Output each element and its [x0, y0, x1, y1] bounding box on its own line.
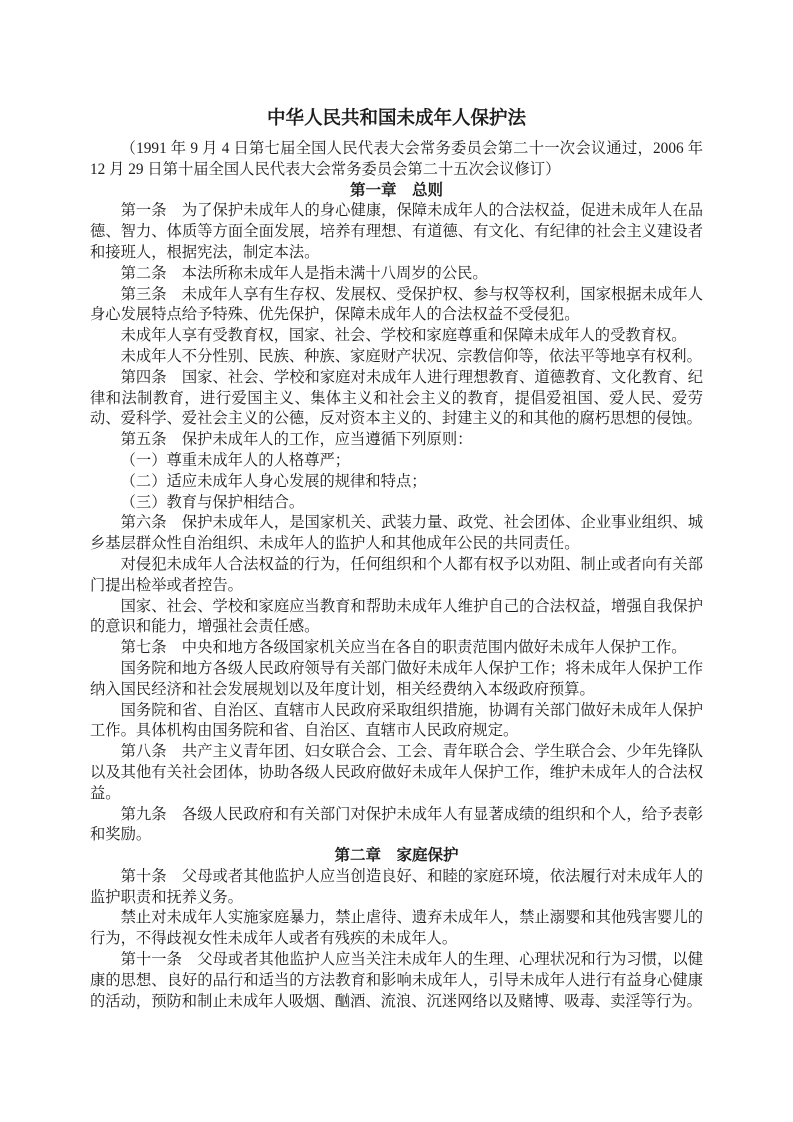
document-title: 中华人民共和国未成年人保护法: [266, 109, 526, 129]
chapter-2-heading: 第二章 家庭保护: [334, 847, 459, 865]
article-3-para-2: 未成年人享有受教育权，国家、社会、学校和家庭尊重和保障未成年人的受教育权。: [120, 327, 687, 345]
article-10-para-2: 禁止对未成年人实施家庭暴力，禁止虐待、遗弃未成年人，禁止溺婴和其他残害婴儿的行为，不得歧视女性未成年人或者有残疾的未成年人。: [90, 909, 703, 948]
article-11: 第十一条 父母或者其他监护人应当关注未成年人的生理、心理状况和行为习惯，以健康的思想、良好的品行和适当的方法教育和影响未成年人，引导未成年人进行有益身心健康的活动，预防和制止未成年人吸烟、酗酒、流浪、沉迷网络以及赌博、吸毒、卖淫等行为。: [90, 951, 703, 1010]
article-5-item-1: （一）尊重未成年人的人格尊严；: [120, 451, 351, 469]
article-5-item-2: （二）适应未成年人身心发展的规律和特点；: [120, 472, 427, 490]
article-3-para-3: 未成年人不分性别、民族、种族、家庭财产状况、宗教信仰等，依法平等地享有权利。: [120, 347, 702, 365]
article-7-para-2: 国务院和地方各级人民政府领导有关部门做好未成年人保护工作；将未成年人保护工作纳入国民经济和社会发展规划以及年度计划，相关经费纳入本级政府预算。: [90, 659, 703, 698]
article-10: 第十条 父母或者其他监护人应当创造良好、和睦的家庭环境，依法履行对未成年人的监护职责和抚养义务。: [90, 867, 703, 906]
article-2: 第二条 本法所称未成年人是指未满十八周岁的公民。: [120, 264, 488, 282]
article-5: 第五条 保护未成年人的工作，应当遵循下列原则：: [120, 431, 473, 449]
article-7-para-3: 国务院和省、自治区、直辖市人民政府采取组织措施，协调有关部门做好未成年人保护工作。具体机构由国务院和省、自治区、直辖市人民政府规定。: [90, 701, 703, 740]
chapter-1-heading: 第一章 总则: [349, 181, 443, 199]
article-6-para-3: 国家、社会、学校和家庭应当教育和帮助未成年人维护自己的合法权益，增强自我保护的意识和能力，增强社会责任感。: [90, 597, 703, 636]
article-4: 第四条 国家、社会、学校和家庭对未成年人进行理想教育、道德教育、文化教育、纪律和法制教育，进行爱国主义、集体主义和社会主义的教育，提倡爱祖国、爱人民、爱劳动、爱科学、爱社会主义的公德，反对资本主义的、封建主义的和其他的腐朽思想的侵蚀。: [90, 368, 703, 428]
article-1: 第一条 为了保护未成年人的身心健康，保障未成年人的合法权益，促进未成年人在品德、智力、体质等方面全面发展，培养有理想、有道德、有文化、有纪律的社会主义建设者和接班人，根据宪法，制定本法。: [90, 202, 703, 261]
preamble-paragraph: （1991 年 9 月 4 日第七届全国人民代表大会常务委员会第二十一次会议通过，2006 年 12 月 29 日第十届全国人民代表大会常务委员会第二十五次会议修订）: [90, 140, 703, 178]
article-5-item-3: （三）教育与保护相结合。: [120, 493, 305, 511]
article-6-para-2: 对侵犯未成年人合法权益的行为，任何组织和个人都有权予以劝阻、制止或者向有关部门提出检举或者控告。: [90, 555, 703, 594]
article-7: 第七条 中央和地方各级国家机关应当在各自的职责范围内做好未成年人保护工作。: [120, 639, 687, 657]
article-6: 第六条 保护未成年人，是国家机关、武装力量、政党、社会团体、企业事业组织、城乡基层群众性自治组织、未成年人的监护人和其他成年公民的共同责任。: [90, 514, 703, 553]
article-8: 第八条 共产主义青年团、妇女联合会、工会、青年联合会、学生联合会、少年先锋队以及其他有关社会团体，协助各级人民政府做好未成年人保护工作，维护未成年人的合法权益。: [90, 743, 703, 802]
article-9: 第九条 各级人民政府和有关部门对保护未成年人有显著成绩的组织和个人，给予表彰和奖励。: [90, 805, 703, 844]
article-3: 第三条 未成年人享有生存权、发展权、受保护权、参与权等权利，国家根据未成年人身心发展特点给予特殊、优先保护，保障未成年人的合法权益不受侵犯。: [90, 285, 703, 324]
